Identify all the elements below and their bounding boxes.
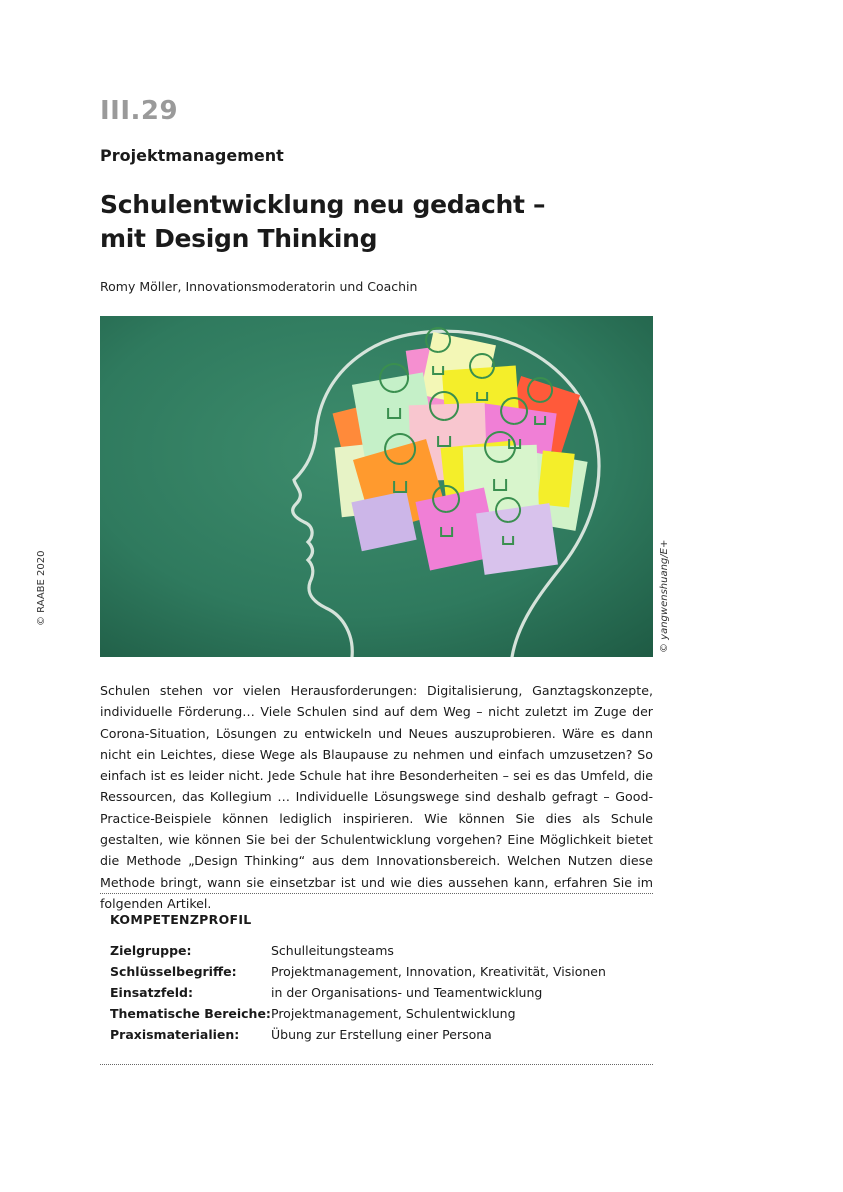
kp-label: Einsatzfeld: [110,985,193,1000]
title-line-1: Schulentwicklung neu gedacht – [100,190,546,219]
intro-paragraph: Schulen stehen vor vielen Herausforderungen: Digitalisierung, Ganztagskonzepte, individuelle Förderung… Viele Schulen sind auf dem Weg – nicht zuletzt im Zuge der Corona-Situation, Lösungen zu entwickeln und Neues auszuprobieren. Wäre es dann nicht ein Leichtes, diese Wege als Blaupause zu nehmen und einfach umzusetzen? So einfach ist es leider nicht. Jede Schule hat ihre Besonderheiten – sei es das Umfeld, die Ressourcen, das Kollegium … Individuelle Lösungswege sind deshalb gefragt – Good-Practice-Beispiele können lediglich inspirieren. Wie können Sie dies als Schule gestalten, wie können Sie bei der Schulentwicklung vorgehen? Eine Möglichkeit bietet die Methode „Design Thinking“ aus dem Innovationsbereich. Welchen Nutzen diese Methode bringt, wann sie einsetzbar ist und wie dies aussehen kann, erfahren Sie im folgenden Artikel. [100,683,653,911]
divider-bottom [100,1064,653,1065]
kp-value: Übung zur Erstellung einer Persona [271,1027,492,1042]
kompetenzprofil-heading: KOMPETENZPROFIL [110,912,252,927]
kompetenzprofil-table [110,940,606,1045]
kp-value: Schulleitungsteams [271,943,394,958]
kp-label: Praxismaterialien: [110,1027,240,1042]
kp-row-praxismaterialien [110,1024,606,1045]
hero-image [100,316,653,657]
author-line: Romy Möller, Innovationsmoderatorin und Coachin [100,279,418,294]
chalkboard-head-illustration [100,316,653,657]
divider-top [100,893,653,894]
kp-label: Zielgruppe: [110,943,192,958]
kp-label: Thematische Bereiche: [110,1006,271,1021]
page-title [100,188,545,256]
kp-row-einsatzfeld [110,982,606,1003]
kp-label: Schlüsselbegriffe: [110,964,237,979]
kp-row-zielgruppe [110,940,606,961]
kp-row-schluesselbegriffe [110,961,606,982]
kp-value: Projektmanagement, Schulentwicklung [271,1006,516,1021]
photo-credit: © yangwenshuang/E+ [659,539,670,653]
section-label: Projektmanagement [100,146,284,165]
kp-row-thematische-bereiche [110,1003,606,1024]
title-line-2: mit Design Thinking [100,224,378,253]
copyright-note: © RAABE 2020 [36,550,47,626]
kp-value: Projektmanagement, Innovation, Kreativität, Visionen [271,964,606,979]
kp-value: in der Organisations- und Teamentwicklung [271,985,543,1000]
chapter-number: III.29 [100,96,179,126]
